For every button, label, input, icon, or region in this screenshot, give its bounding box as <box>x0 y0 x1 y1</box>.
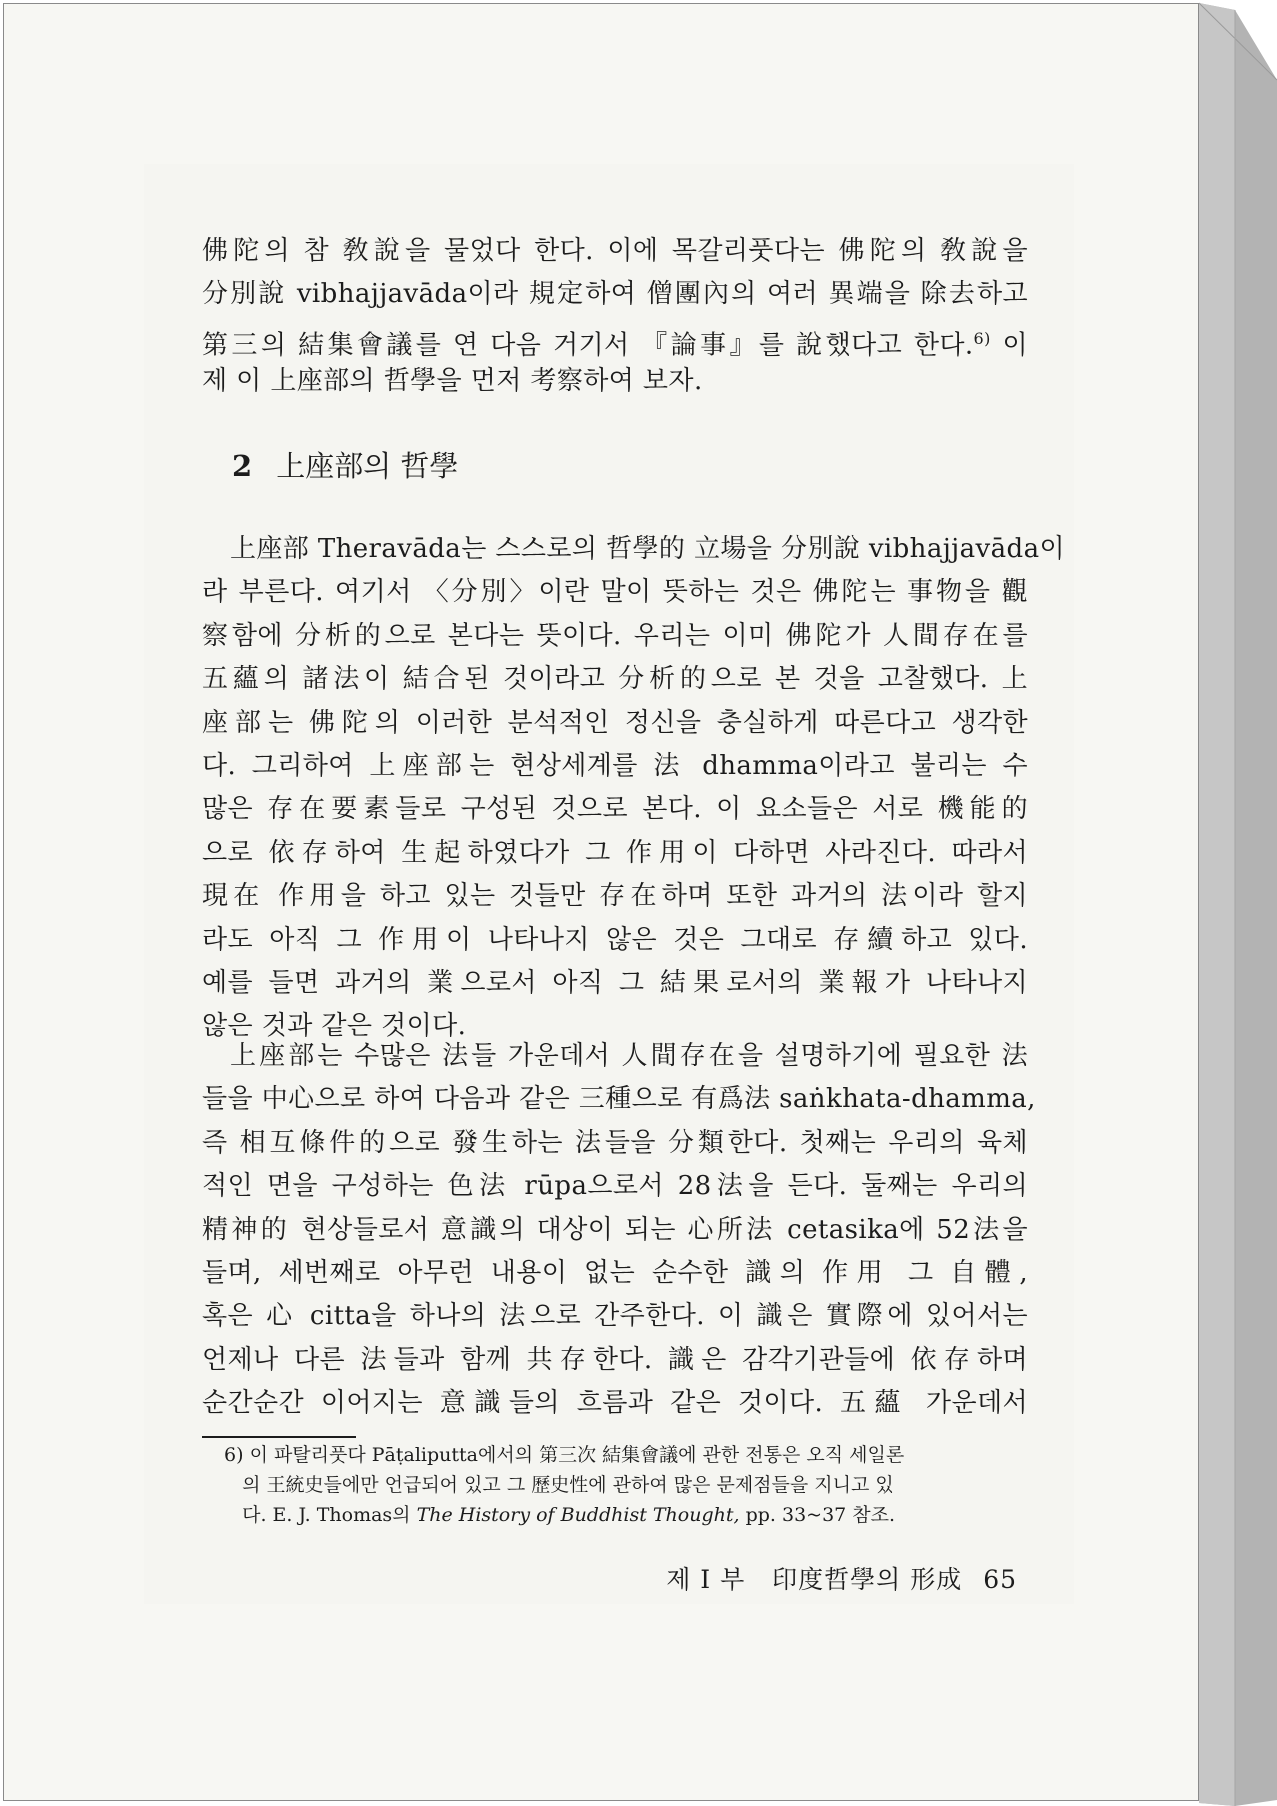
footnote-line <box>224 1470 1030 1500</box>
text-line: 제 이 上座部의 哲學을 먼저 考察하여 보자. <box>202 366 703 397</box>
text-line: 上座部 Theravāda는 스스로의 哲學的 立場을 分別說 vibhajjavāda이 <box>230 534 1065 564</box>
footnote-reference[interactable]: 6) <box>973 328 991 348</box>
text-line: 언제나 다른 法들과 함께 共存한다. 識은 감각기관들에 依存하며 <box>202 1344 1028 1375</box>
text-line: 佛陀의 참 敎說을 물었다 한다. 이에 목갈리풋다는 佛陀의 敎說을 <box>202 236 1028 266</box>
footer-chapter: 印度哲學의 形成 <box>772 1565 963 1594</box>
text-line <box>202 317 1028 360</box>
footnote-divider <box>202 1436 356 1438</box>
footnote-text: pp. 33~37 참조. <box>745 1504 896 1526</box>
footnote-line <box>224 1500 1030 1530</box>
cited-book-title: The History of Buddhist Thought, <box>416 1504 740 1526</box>
text-line: 적인 면을 구성하는 色法 rūpa으로서 28法을 든다. 둘째는 우리의 <box>202 1171 1028 1202</box>
text-line: 혹은 心 citta을 하나의 法으로 간주한다. 이 識은 實際에 있어서는 <box>202 1301 1028 1332</box>
paragraph-2 <box>202 1035 1036 1426</box>
footnote <box>224 1440 1030 1530</box>
footer-part: 제 I 부 <box>666 1565 746 1594</box>
text-line: 다. 그리하여 上座部는 현상세계를 法 dhamma이라고 불리는 수 <box>202 750 1028 781</box>
text-line: 察함에 分析的으로 본다는 뜻이다. 우리는 이미 佛陀가 人間存在를 <box>202 620 1028 651</box>
footnote-line <box>224 1440 1030 1470</box>
text-line: 많은 存在要素들로 구성된 것으로 본다. 이 요소들은 서로 機能的 <box>202 794 1028 825</box>
text-line: 들며, 세번째로 아무런 내용이 없는 순수한 識의 作用 그 自體, <box>202 1257 1028 1288</box>
text-line: 分別說 vibhajjavāda이라 規定하여 僧團內의 여러 異端을 除去하고 <box>202 279 1028 310</box>
footnote-marker: 6) <box>224 1444 244 1466</box>
text-line: 들을 中心으로 하여 다음과 같은 三種으로 有爲法 saṅkhata-dhamma, <box>202 1084 1036 1115</box>
footnote-text: 의 王統史들에만 언급되어 있고 그 歷史性에 관하여 많은 문제점들을 지니고 있 <box>242 1474 894 1496</box>
text-line: 않은 것과 같은 것이다. <box>202 1011 467 1042</box>
footnote-text: 이 파탈리풋다 Pāṭaliputta에서의 第三次 結集會議에 관한 전통은 오직 세일론 <box>249 1444 905 1466</box>
text-line-body: 第三의 結集會議를 연 다음 거기서 『論事』를 說했다고 한다. <box>202 330 974 361</box>
text-line: 라도 아직 그 作用이 나타나지 않은 것은 그대로 存續하고 있다. <box>202 924 1028 955</box>
text-line: 精神的 현상들로서 意識의 대상이 되는 心所法 cetasika에 52法을 <box>202 1214 1028 1245</box>
book-edge <box>1199 0 1277 1806</box>
text-line: 즉 相互條件的으로 發生하는 法들을 分類한다. 첫째는 우리의 육체 <box>202 1127 1028 1158</box>
paragraph-1 <box>202 528 1065 1049</box>
text-line: 座部는 佛陀의 이러한 분석적인 정신을 충실하게 따른다고 생각한 <box>202 707 1028 738</box>
text-line: 現在 作用을 하고 있는 것들만 存在하며 또한 과거의 法이라 할지 <box>202 881 1028 912</box>
text-line: 라 부른다. 여기서 〈分別〉이란 말이 뜻하는 것은 佛陀는 事物을 觀 <box>202 577 1028 608</box>
text-line: 으로 依存하여 生起하였다가 그 作用이 다하면 사라진다. 따라서 <box>202 837 1028 868</box>
running-footer <box>666 1560 1017 1596</box>
page-number: 65 <box>983 1565 1017 1594</box>
text-line: 上座部는 수많은 法들 가운데서 人間存在을 설명하기에 필요한 法 <box>230 1041 1028 1071</box>
section-number: 2 <box>232 449 253 483</box>
text-line-tail: 이 <box>1002 330 1028 361</box>
footnote-text: 다. E. J. Thomas의 <box>242 1504 411 1526</box>
text-line: 예를 들면 과거의 業으로서 아직 그 結果로서의 業報가 나타나지 <box>202 967 1028 998</box>
book-edge-shape <box>1199 0 1277 1806</box>
section-title: 上座部의 哲學 <box>276 449 459 483</box>
section-heading <box>232 444 458 485</box>
intro-paragraph <box>202 230 1028 404</box>
text-line: 五蘊의 諸法이 結合된 것이라고 分析的으로 본 것을 고찰했다. 上 <box>202 664 1028 695</box>
text-line: 순간순간 이어지는 意識들의 흐름과 같은 것이다. 五蘊 가운데서 <box>202 1388 1028 1419</box>
